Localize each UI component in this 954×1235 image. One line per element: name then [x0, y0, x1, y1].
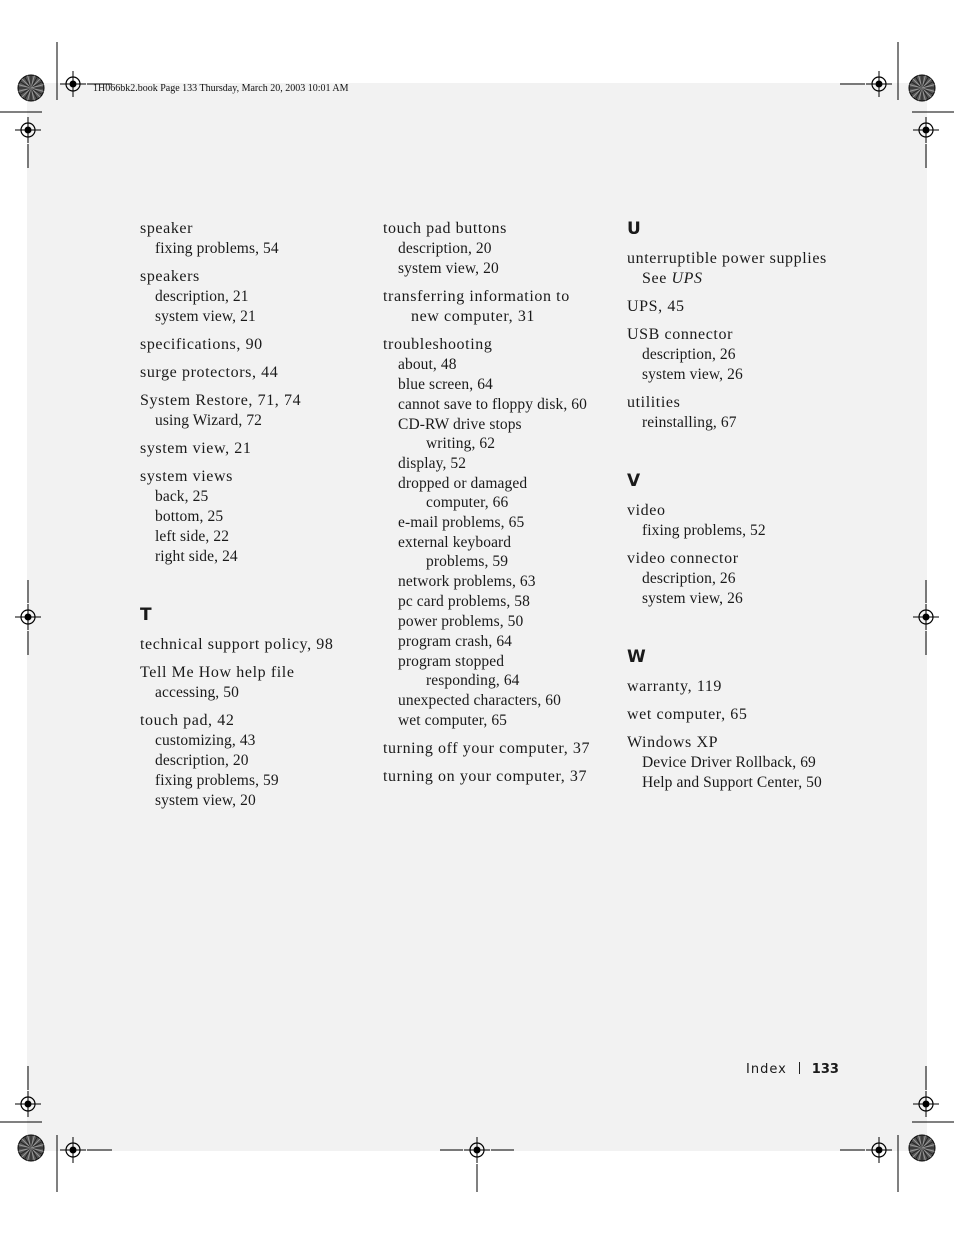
entry-term: [140, 335, 380, 355]
subentry-text: about, 48: [398, 356, 457, 373]
entry-term: [140, 711, 380, 731]
subentry-text: pc card problems, 58: [398, 593, 530, 610]
section-letter: T: [140, 605, 152, 625]
entry-term: [140, 363, 380, 383]
index-subentry: [627, 773, 877, 793]
index-entry: [627, 677, 877, 697]
entry-term: [383, 335, 623, 355]
subentry-text: using Wizard, 72: [155, 412, 263, 429]
index-subentry: [140, 683, 380, 703]
entry-term-text: video connector: [627, 550, 739, 567]
index-subentry: [383, 572, 623, 592]
subentry-text: blue screen, 64: [398, 376, 493, 393]
see-reference: [642, 269, 877, 289]
footer-section: Index: [746, 1062, 787, 1077]
subentry-text: network problems, 63: [398, 573, 536, 590]
entry-term-text: utilities: [627, 394, 681, 411]
entry-term-text: system views: [140, 468, 233, 485]
entry-term: [140, 467, 380, 487]
index-subentry: [627, 365, 877, 385]
index-entry: [140, 439, 380, 459]
entry-term-text: Windows XP: [627, 734, 719, 751]
index-entry: [627, 297, 877, 317]
entry-term: [627, 393, 877, 413]
see-prefix: See: [642, 270, 672, 287]
index-subentry: [140, 791, 380, 811]
subentry-text: reinstalling, 67: [642, 414, 737, 431]
index-section: [627, 471, 877, 609]
entry-term-text: troubleshooting: [383, 336, 493, 353]
subentry-continuation: computer, 66: [426, 494, 509, 511]
page-number: 133: [811, 1062, 839, 1077]
index-entry: [140, 663, 380, 703]
index-subentry: [140, 487, 380, 507]
index-entry: [140, 391, 380, 431]
index-entry: [383, 287, 623, 327]
entry-term-text: touch pad, 42: [140, 712, 235, 729]
entry-term-text: system view, 21: [140, 440, 252, 457]
subentry-text: fixing problems, 59: [155, 772, 279, 789]
index-subentry: [140, 547, 380, 567]
index-subentry: [383, 711, 623, 731]
subentry-text: system view, 21: [155, 308, 256, 325]
entry-term-text: USB connector: [627, 326, 734, 343]
entry-term: [383, 739, 623, 759]
entry-term-text: unterruptible power supplies: [627, 250, 827, 267]
subentry-text: external keyboard: [398, 534, 512, 551]
entry-term-text: speakers: [140, 268, 200, 285]
entry-term: [383, 287, 623, 327]
entry-term: [140, 391, 380, 411]
index-entry: [383, 219, 623, 279]
section-letter: W: [627, 647, 646, 667]
index-entry: [140, 635, 380, 655]
subentry-text: program stopped: [398, 653, 505, 670]
index-subentry: [383, 691, 623, 711]
index-subentry: [140, 239, 380, 259]
section-letter: V: [627, 471, 641, 491]
footer-separator: [799, 1062, 800, 1074]
index-subentry: [383, 612, 623, 632]
index-subentry: [383, 239, 623, 259]
subentry-text: description, 20: [398, 240, 492, 257]
index-subentry: [140, 771, 380, 791]
subentry-text: system view, 20: [398, 260, 499, 277]
subentry-text: program crash, 64: [398, 633, 513, 650]
entry-term-text: warranty, 119: [627, 678, 723, 695]
subentry-text: fixing problems, 52: [642, 522, 766, 539]
index-subentry: [140, 287, 380, 307]
entry-term: [627, 501, 877, 521]
subentry-text: bottom, 25: [155, 508, 224, 525]
entry-term-text: surge protectors, 44: [140, 364, 279, 381]
index-column-2: [383, 219, 623, 825]
entry-term: [140, 219, 380, 239]
index-entry: [627, 705, 877, 725]
print-slug: 1H066bk2.book Page 133 Thursday, March 20, 2003 10:01 AM: [93, 83, 349, 94]
index-subentry: [383, 513, 623, 533]
subentry-continuation: writing, 62: [426, 435, 496, 452]
index-subentry: [627, 413, 877, 433]
subentry-text: unexpected characters, 60: [398, 692, 562, 709]
index-entry: [140, 335, 380, 355]
see-target: UPS: [671, 270, 703, 287]
index-subentry: [140, 527, 380, 547]
entry-term: [627, 549, 877, 569]
entry-term: [627, 297, 877, 317]
subentry-text: cannot save to floppy disk, 60: [398, 396, 587, 413]
subentry-text: customizing, 43: [155, 732, 256, 749]
index-entry: [140, 219, 380, 259]
entry-term: [627, 705, 877, 725]
subentry-text: system view, 26: [642, 366, 743, 383]
subentry-text: CD-RW drive stops: [398, 416, 522, 433]
index-entry: [627, 393, 877, 433]
index-subentry: [383, 395, 623, 415]
entry-term: [140, 635, 380, 655]
subentry-text: description, 21: [155, 288, 249, 305]
entry-term-text: turning on your computer, 37: [383, 768, 588, 785]
index-section: [140, 219, 380, 567]
index-subentry: [383, 259, 623, 279]
index-section: [383, 219, 623, 787]
entry-term: [627, 733, 877, 753]
subentry-text: e-mail problems, 65: [398, 514, 525, 531]
entry-term-text: System Restore, 71, 74: [140, 392, 302, 409]
subentry-continuation: responding, 64: [426, 672, 520, 689]
index-subentry: [140, 731, 380, 751]
entry-term-text: technical support policy, 98: [140, 636, 334, 653]
subentry-text: system view, 26: [642, 590, 743, 607]
subentry-text: description, 20: [155, 752, 249, 769]
entry-term: [627, 677, 877, 697]
section-letter: U: [627, 219, 641, 239]
entry-term: [140, 439, 380, 459]
index-section: [627, 647, 877, 793]
entry-term-text: speaker: [140, 220, 194, 237]
subentry-text: left side, 22: [155, 528, 230, 545]
entry-term-text: UPS, 45: [627, 298, 685, 315]
subentry-text: system view, 20: [155, 792, 256, 809]
index-entry: [627, 325, 877, 385]
index-section: [627, 219, 877, 433]
entry-term-text: video: [627, 502, 666, 519]
subentry-text: fixing problems, 54: [155, 240, 279, 257]
index-subentry: [383, 355, 623, 375]
index-subentry: [383, 592, 623, 612]
index-entry: [627, 501, 877, 541]
subentry-text: description, 26: [642, 570, 736, 587]
entry-term-text: transferring information to: [383, 288, 570, 305]
entry-term-text: Tell Me How help file: [140, 664, 295, 681]
entry-term: [627, 325, 877, 345]
subentry-text: display, 52: [398, 455, 467, 472]
subentry-text: dropped or damaged: [398, 475, 528, 492]
index-column-1: [140, 219, 380, 849]
subentry-text: Device Driver Rollback, 69: [642, 754, 816, 771]
index-entry: [627, 733, 877, 793]
index-subentry: [627, 753, 877, 773]
index-subentry: [140, 507, 380, 527]
entry-term-text: turning off your computer, 37: [383, 740, 591, 757]
index-subentry: [383, 415, 623, 454]
index-subentry: [383, 474, 623, 513]
entry-term-text: wet computer, 65: [627, 706, 748, 723]
index-subentry: [627, 589, 877, 609]
subentry-text: Help and Support Center, 50: [642, 774, 822, 791]
index-entry: [140, 711, 380, 811]
subentry-text: description, 26: [642, 346, 736, 363]
index-entry: [140, 363, 380, 383]
entry-term-text: specifications, 90: [140, 336, 263, 353]
subentry-continuation: problems, 59: [426, 553, 509, 570]
index-entry: [140, 267, 380, 327]
index-entry: [627, 549, 877, 609]
index-subentry: [140, 411, 380, 431]
index-column-3: [627, 219, 877, 831]
index-subentry: [383, 454, 623, 474]
index-subentry: [383, 632, 623, 652]
index-entry: [140, 467, 380, 567]
entry-term-continuation: new computer, 31: [411, 308, 536, 325]
subentry-text: accessing, 50: [155, 684, 239, 701]
index-subentry: [383, 533, 623, 572]
index-section: [140, 605, 380, 811]
subentry-text: back, 25: [155, 488, 209, 505]
index-subentry: [140, 751, 380, 771]
index-entry: [383, 335, 623, 731]
index-subentry: [140, 307, 380, 327]
subentry-text: right side, 24: [155, 548, 238, 565]
index-subentry: [383, 375, 623, 395]
index-subentry: [627, 345, 877, 365]
index-entry: [383, 739, 623, 759]
index-entry: [627, 249, 877, 289]
subentry-text: wet computer, 65: [398, 712, 508, 729]
page-footer: [746, 1062, 839, 1077]
entry-term: [383, 767, 623, 787]
index-subentry: [627, 521, 877, 541]
subentry-text: power problems, 50: [398, 613, 524, 630]
entry-term-text: touch pad buttons: [383, 220, 507, 237]
entry-term: [140, 663, 380, 683]
index-entry: [383, 767, 623, 787]
entry-term: [627, 249, 877, 289]
index-subentry: [383, 652, 623, 691]
entry-term: [383, 219, 623, 239]
index-subentry: [627, 569, 877, 589]
entry-term: [140, 267, 380, 287]
